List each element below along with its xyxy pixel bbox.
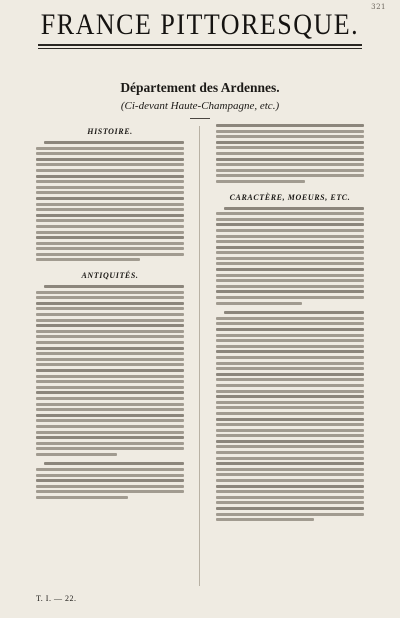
caractere-body — [216, 207, 364, 522]
title-divider — [190, 118, 210, 119]
section-heading-caractere: CARACTÈRE, MOEURS, ETC. — [229, 192, 351, 202]
department-title: Département des Ardennes. — [120, 80, 280, 95]
masthead-title: FRANCE PITTORESQUE. — [40, 8, 360, 41]
antiquites-body — [36, 285, 184, 499]
histoire-body — [36, 141, 184, 261]
page-number: 321 — [371, 3, 386, 11]
department-subtitle: (Ci-devant Haute-Champagne, etc.) — [120, 100, 280, 112]
masthead-rule-thick — [38, 44, 362, 46]
page-signature: T. I. — 22. — [36, 594, 77, 603]
right-column — [216, 124, 364, 524]
column-divider — [199, 126, 200, 586]
section-heading-antiquites: ANTIQUITÉS. — [81, 271, 139, 281]
masthead-rule-thin — [38, 48, 362, 49]
section-heading-histoire: HISTOIRE. — [87, 127, 133, 136]
histoire-continued-body — [216, 124, 364, 183]
left-column — [36, 124, 184, 502]
